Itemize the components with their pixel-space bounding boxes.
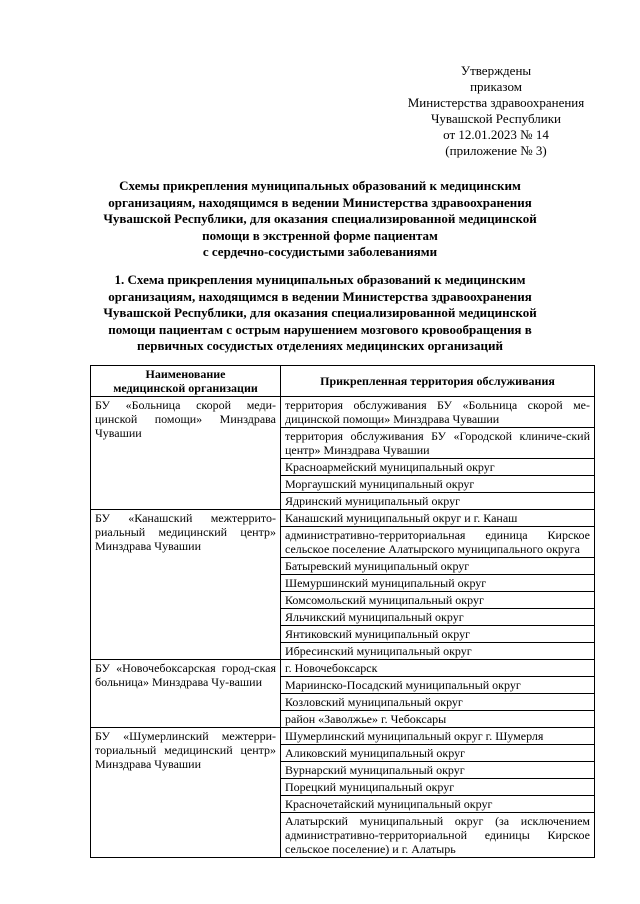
section-line: помощи пациентам с острым нарушением мозгового кровообращения в (108, 321, 532, 337)
territory-cell: Вурнарский муниципальный округ (281, 762, 595, 779)
organization-cell: БУ «Шумерлинский межтерри-ториальный медицинский центр» Минздрава Чувашии (91, 728, 281, 858)
territory-cell: Аликовский муниципальный округ (281, 745, 595, 762)
table-row (91, 510, 595, 527)
section-line: организациям, находящимся в ведении Министерства здравоохранения (108, 288, 532, 304)
approval-line: Чувашской Республики (430, 111, 562, 126)
approval-line: Министерства здравоохранения (407, 95, 585, 110)
territory-cell: административно-территориальная единица Кирское сельское поселение Алатырского муниципального округа (281, 527, 595, 558)
document-title (96, 178, 544, 261)
header-territory: Прикрепленная территория обслуживания (281, 366, 595, 397)
territory-cell: Шемуршинский муниципальный округ (281, 575, 595, 592)
table-header-row (91, 366, 595, 397)
section-title (96, 272, 544, 355)
table-row (91, 660, 595, 677)
section-line: первичных сосудистых отделениях медицинских организаций (137, 338, 503, 353)
territory-cell: Батыревский муниципальный округ (281, 558, 595, 575)
territory-cell: Красноармейский муниципальный округ (281, 459, 595, 476)
territory-cell: Канашский муниципальный округ и г. Канаш (281, 510, 595, 527)
approval-line: (приложение № 3) (445, 143, 547, 158)
header-org-line: Наименование (145, 367, 226, 381)
territory-cell: Шумерлинский муниципальный округ г. Шумерля (281, 728, 595, 745)
territory-cell: Яльчикский муниципальный округ (281, 609, 595, 626)
approval-line: Утверждены (460, 63, 532, 78)
territory-cell: Козловский муниципальный округ (281, 694, 595, 711)
title-line: Чувашской Республики, для оказания специализированной медицинской (103, 211, 537, 226)
territory-cell: территория обслуживания БУ «Городской клиниче-ский центр» Минздрава Чувашии (281, 428, 595, 459)
territory-cell: Моргаушский муниципальный округ (281, 476, 595, 493)
header-org-line: медицинской организации (113, 381, 258, 395)
schema-table (90, 365, 595, 858)
table-row (91, 728, 595, 745)
territory-cell: Янтиковский муниципальный округ (281, 626, 595, 643)
approval-block (396, 63, 596, 159)
header-organization (91, 366, 281, 397)
title-line: организациям, находящимся в ведении Министерства здравоохранения (108, 194, 532, 210)
organization-cell: БУ «Новочебоксарская город-ская больница» Минздрава Чу-вашии (91, 660, 281, 728)
title-line: Схемы прикрепления муниципальных образований к медицинским (119, 178, 521, 193)
organization-cell: БУ «Канашский межтеррито-риальный медицинский центр» Минздрава Чувашии (91, 510, 281, 660)
territory-cell: Красночетайский муниципальный округ (281, 796, 595, 813)
title-line: помощи в экстренной форме пациентам (202, 227, 438, 243)
table-row (91, 397, 595, 428)
territory-cell: Комсомольский муниципальный округ (281, 592, 595, 609)
approval-line: приказом (470, 79, 522, 94)
organization-cell: БУ «Больница скорой меди-цинской помощи» Минздрава Чувашии (91, 397, 281, 510)
territory-cell: г. Новочебоксарск (281, 660, 595, 677)
approval-line: от 12.01.2023 № 14 (443, 127, 549, 142)
section-line: Чувашской Республики, для оказания специализированной медицинской (103, 305, 537, 320)
territory-cell: Ядринский муниципальный округ (281, 493, 595, 510)
territory-cell: район «Заволжье» г. Чебоксары (281, 711, 595, 728)
territory-cell: Порецкий муниципальный округ (281, 779, 595, 796)
territory-cell: Мариинско-Посадский муниципальный округ (281, 677, 595, 694)
section-line: 1. Схема прикрепления муниципальных образований к медицинским (114, 272, 526, 287)
territory-cell: территория обслуживания БУ «Больница скорой ме-дицинской помощи» Минздрава Чувашии (281, 397, 595, 428)
title-line: с сердечно-сосудистыми заболеваниями (202, 244, 438, 259)
territory-cell: Ибресинский муниципальный округ (281, 643, 595, 660)
territory-cell: Алатырский муниципальный округ (за исключением административно-территориальной единицы Кирское сельское поселение) и г. Алатырь (281, 813, 595, 858)
